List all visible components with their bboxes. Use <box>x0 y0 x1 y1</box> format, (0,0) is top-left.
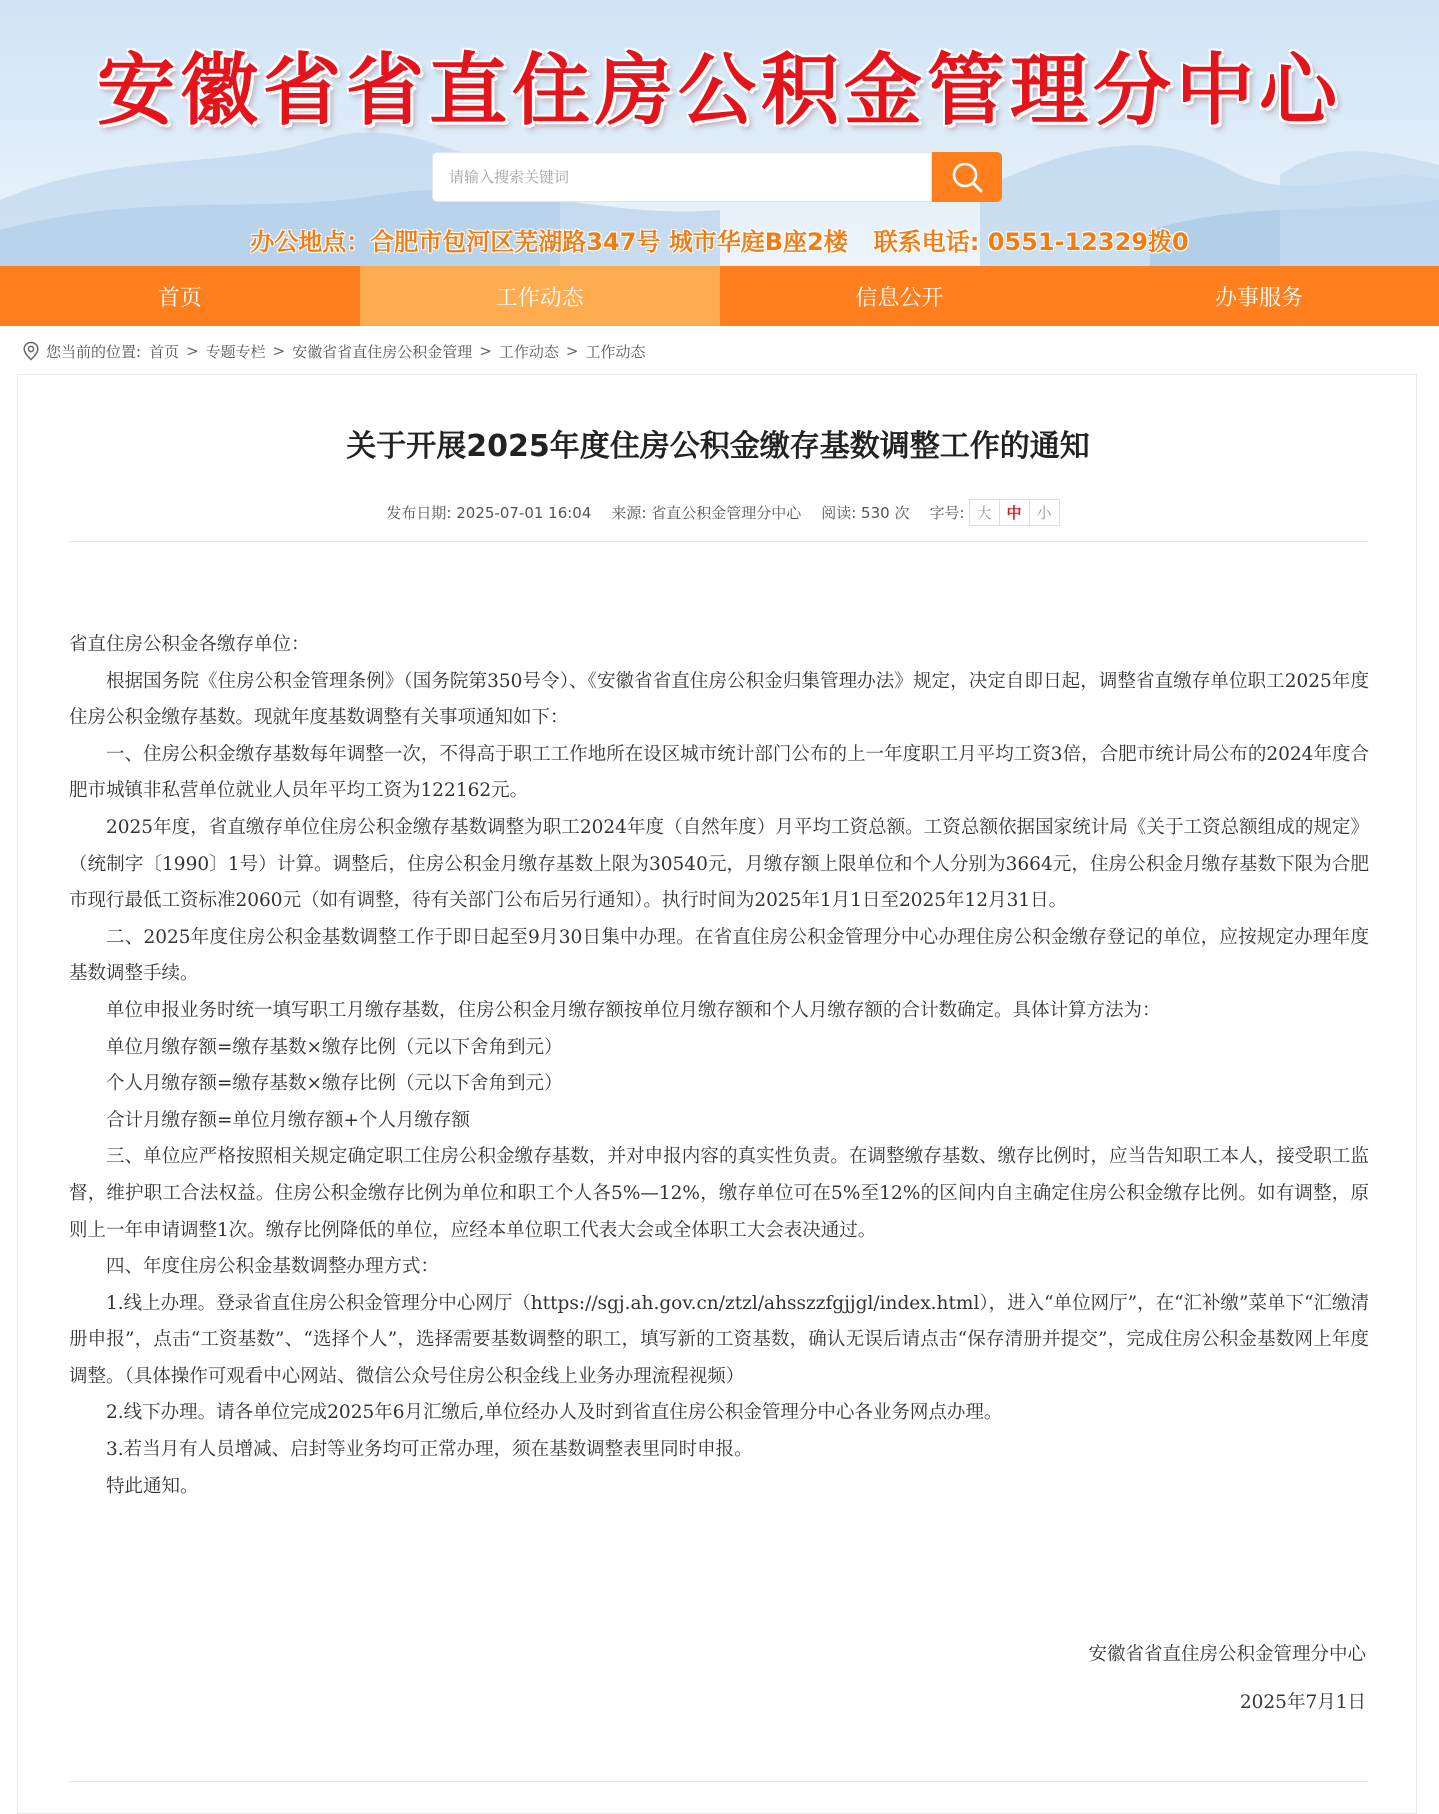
article-body <box>69 627 1369 1505</box>
search-icon <box>950 160 984 194</box>
paragraph: 省直住房公积金各缴存单位： <box>69 634 310 655</box>
search-box <box>432 152 932 202</box>
signature: 安徽省省直住房公积金管理分中心 <box>1088 1644 1366 1665</box>
contact-phone: 联系电话: 0551-12329拨0 <box>873 228 1189 256</box>
location-pin-icon <box>22 341 40 361</box>
font-size-large-button[interactable]: 大 <box>976 504 992 522</box>
paragraph: 二、2025年度住房公积金基数调整工作于即日起至9月30日集中办理。在省直住房公积金管理分中心办理住房公积金缴存登记的单位，应按规定办理年度基数调整手续。 <box>69 926 1369 985</box>
font-size-switcher <box>969 499 1060 526</box>
breadcrumb-separator: > <box>186 342 199 360</box>
nav-item-work-news[interactable]: 工作动态 <box>360 266 720 326</box>
paragraph: 2025年度，省直缴存单位住房公积金缴存基数调整为职工2024年度（自然年度）月平均工资总额。工资总额依据国家统计局《关于工资总额组成的规定》（统制字〔1990〕1号）计算。调整后，住房公积金月缴存基数上限为30540元，月缴存额上限单位和个人分别为3664元，住房公积金月缴存基数下限为合肥市现行最低工资标准2060元（如有调整，待有关部门公布后另行通知）。执行时间为2025年1月1日至2025年12月31日。 <box>69 816 1369 912</box>
search-button[interactable] <box>932 152 1002 202</box>
article-source: 来源: 省直公积金管理分中心 <box>611 504 802 522</box>
breadcrumb-home[interactable]: 首页 <box>149 342 180 361</box>
paragraph: 单位月缴存额=缴存基数×缴存比例（元以下舍角到元） <box>106 1036 563 1058</box>
divider <box>68 1781 1368 1782</box>
breadcrumb-ah-fund-management[interactable]: 安徽省省直住房公积金管理 <box>292 342 473 361</box>
nav-item-info-disclosure[interactable]: 信息公开 <box>855 285 944 311</box>
breadcrumb-prefix: 您当前的位置: <box>46 342 142 361</box>
contact-info <box>0 222 1439 257</box>
paragraph: 根据国务院《住房公积金管理条例》（国务院第350号令）、《安徽省省直住房公积金归集管理办法》规定，决定自即日起，调整省直缴存单位职工2025年度住房公积金缴存基数。现就年度基数调整有关事项通知如下： <box>69 670 1369 729</box>
article-title: 关于开展2025年度住房公积金缴存基数调整工作的通知 <box>346 429 1090 464</box>
paragraph: 个人月缴存额=缴存基数×缴存比例（元以下舍角到元） <box>106 1073 563 1095</box>
font-size-small-button[interactable]: 小 <box>1029 500 1059 525</box>
paragraph: 一、住房公积金缴存基数每年调整一次，不得高于职工工作地所在设区城市统计部门公布的上一年度职工月平均工资3倍，合肥市统计局公布的2024年度合肥市城镇非私营单位就业人员年平均工资为122162元。 <box>69 743 1369 802</box>
paragraph: 2.线下办理。请各单位完成2025年6月汇缴后,单位经办人及时到省直住房公积金管理分中心各业务网点办理。 <box>106 1402 1003 1424</box>
search-input[interactable] <box>433 153 903 201</box>
breadcrumb-separator: > <box>479 342 492 360</box>
nav-item-home[interactable]: 首页 <box>157 285 202 311</box>
signature-date: 2025年7月1日 <box>1239 1692 1366 1713</box>
paragraph: 四、年度住房公积金基数调整办理方式： <box>106 1256 440 1278</box>
publish-date: 发布日期: 2025-07-01 16:04 <box>386 504 592 522</box>
breadcrumb-separator: > <box>565 342 579 360</box>
paragraph: 1.线上办理。登录省直住房公积金管理分中心网厅（https://sgj.ah.gov.cn/ztzl/ahsszzfgjjgl/index.html），进入“单位网厅”，在“汇补缴”菜单下“汇缴清册申报”，点击“工资基数”、“选择个人”，选择需要基数调整的职工，填写新的工资基数，确认无误后请点击“保存清册并提交”，完成住房公积金基数网上年度调整。（具体操作可观看中心网站、微信公众号住房公积金线上业务办理流程视频） <box>69 1292 1369 1387</box>
signature-block <box>1088 1640 1366 1714</box>
breadcrumb-work-news[interactable]: 工作动态 <box>498 342 559 361</box>
article-container <box>17 374 1417 1814</box>
paragraph: 单位申报业务时统一填写职工月缴存基数，住房公积金月缴存额按单位月缴存额和个人月缴存额的合计数确定。具体计算方法为： <box>106 999 1161 1021</box>
paragraph: 3.若当月有人员增减、启封等业务均可正常办理，须在基数调整表里同时申报。 <box>106 1439 753 1461</box>
font-size-label: 字号: <box>929 504 965 522</box>
article-meta <box>18 499 1418 526</box>
breadcrumb-work-news-current[interactable]: 工作动态 <box>585 342 646 361</box>
view-count: 阅读: 530 次 <box>821 504 910 522</box>
breadcrumb-separator: > <box>272 342 286 360</box>
paragraph: 合计月缴存额=单位月缴存额+个人月缴存额 <box>106 1109 471 1131</box>
divider <box>68 541 1368 542</box>
paragraph: 三、单位应严格按照相关规定确定职工住房公积金缴存基数，并对申报内容的真实性负责。在调整缴存基数、缴存比例时，应当告知职工本人，接受职工监督，维护职工合法权益。住房公积金缴存比例为单位和职工个人各5%—12%，缴存单位可在5%至12%的区间内自主确定住房公积金缴存比例。如有调整，原则上一年申请调整1次。缴存比例降低的单位，应经本单位职工代表大会或全体职工大会表决通过。 <box>69 1146 1369 1241</box>
nav-item-services[interactable]: 办事服务 <box>1215 285 1304 311</box>
paragraph: 特此通知。 <box>106 1475 199 1497</box>
site-title: 安徽省省直住房公积金管理分中心 <box>96 46 1342 136</box>
main-nav <box>0 266 1439 326</box>
office-address: 办公地点：合肥市包河区芜湖路347号 城市华庭B座2楼 <box>250 228 848 256</box>
header-banner <box>0 0 1439 266</box>
breadcrumb <box>22 338 645 364</box>
font-size-medium-button[interactable]: 中 <box>999 500 1029 525</box>
breadcrumb-special-topics[interactable]: 专题专栏 <box>205 342 266 361</box>
